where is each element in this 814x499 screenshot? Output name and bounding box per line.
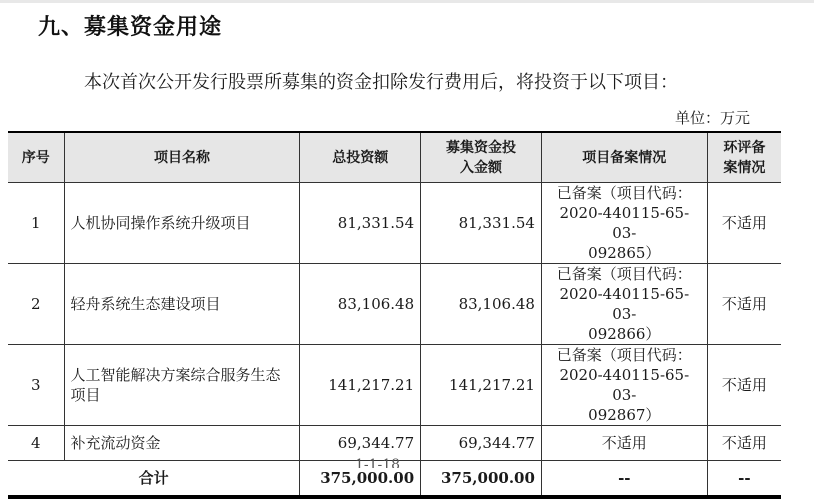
unit-label: 单位：万元 xyxy=(674,109,750,127)
header-raise-line2: 入金额 xyxy=(460,159,503,176)
cell-no: 3 xyxy=(8,345,64,426)
record-line: 已备案（项目代码： xyxy=(556,184,692,202)
table-row xyxy=(8,426,781,461)
header-record: 项目备案情况 xyxy=(541,132,707,183)
header-name: 项目名称 xyxy=(64,132,300,183)
table-header-row xyxy=(8,132,781,183)
header-no: 序号 xyxy=(8,132,64,183)
cell-no: 4 xyxy=(8,426,64,461)
cell-name: 补充流动资金 xyxy=(64,426,300,461)
cell-total: 141,217.21 xyxy=(300,345,421,426)
record-line: 092865） xyxy=(588,244,661,262)
cell-raise: 81,331.54 xyxy=(421,183,542,264)
header-raise-amount xyxy=(421,132,542,183)
cell-record: 不适用 xyxy=(541,426,707,461)
cell-env: 不适用 xyxy=(707,264,781,345)
cell-env: 不适用 xyxy=(707,426,781,461)
cell-name: 人机协同操作系统升级项目 xyxy=(64,183,300,264)
total-invest-sum: 375,000.00 xyxy=(300,461,421,498)
cell-name: 人工智能解决方案综合服务生态项目 xyxy=(64,345,300,426)
fund-usage-table xyxy=(8,131,781,499)
cell-no: 2 xyxy=(8,264,64,345)
cell-env: 不适用 xyxy=(707,183,781,264)
cell-raise: 83,106.48 xyxy=(421,264,542,345)
cell-total: 69,344.77 xyxy=(300,426,421,461)
cell-raise: 69,344.77 xyxy=(421,426,542,461)
cell-env: 不适用 xyxy=(707,345,781,426)
cell-total: 83,106.48 xyxy=(300,264,421,345)
record-line: 已备案（项目代码： xyxy=(556,346,692,364)
cell-record xyxy=(541,264,707,345)
header-raise-line1: 募集资金投 xyxy=(446,139,517,156)
total-raise-sum: 375,000.00 xyxy=(421,461,542,498)
record-line: 2020-440115-65-03- xyxy=(559,366,690,404)
record-line: 092866） xyxy=(588,325,661,343)
record-line: 2020-440115-65-03- xyxy=(559,204,690,242)
cell-name: 轻舟系统生态建设项目 xyxy=(64,264,300,345)
record-line: 2020-440115-65-03- xyxy=(559,285,690,323)
total-label: 合计 xyxy=(8,461,300,498)
total-record: -- xyxy=(541,461,707,498)
cell-record xyxy=(541,183,707,264)
header-env-line1: 环评备 xyxy=(723,139,766,156)
page-number-fragment: 1-1-18 xyxy=(355,458,401,468)
top-divider xyxy=(0,0,814,3)
record-line: 092867） xyxy=(588,406,661,424)
record-line: 已备案（项目代码： xyxy=(556,265,692,283)
section-heading: 九、募集资金用途 xyxy=(38,15,223,40)
table-row xyxy=(8,345,781,426)
cell-no: 1 xyxy=(8,183,64,264)
intro-paragraph: 本次首次公开发行股票所募集的资金扣除发行费用后，将投资于以下项目： xyxy=(84,72,678,93)
cell-record xyxy=(541,345,707,426)
header-total-invest: 总投资额 xyxy=(300,132,421,183)
header-env xyxy=(707,132,781,183)
header-env-line2: 案情况 xyxy=(723,159,766,176)
table-row xyxy=(8,264,781,345)
table-row xyxy=(8,183,781,264)
cell-raise: 141,217.21 xyxy=(421,345,542,426)
total-env: -- xyxy=(707,461,781,498)
cell-total: 81,331.54 xyxy=(300,183,421,264)
